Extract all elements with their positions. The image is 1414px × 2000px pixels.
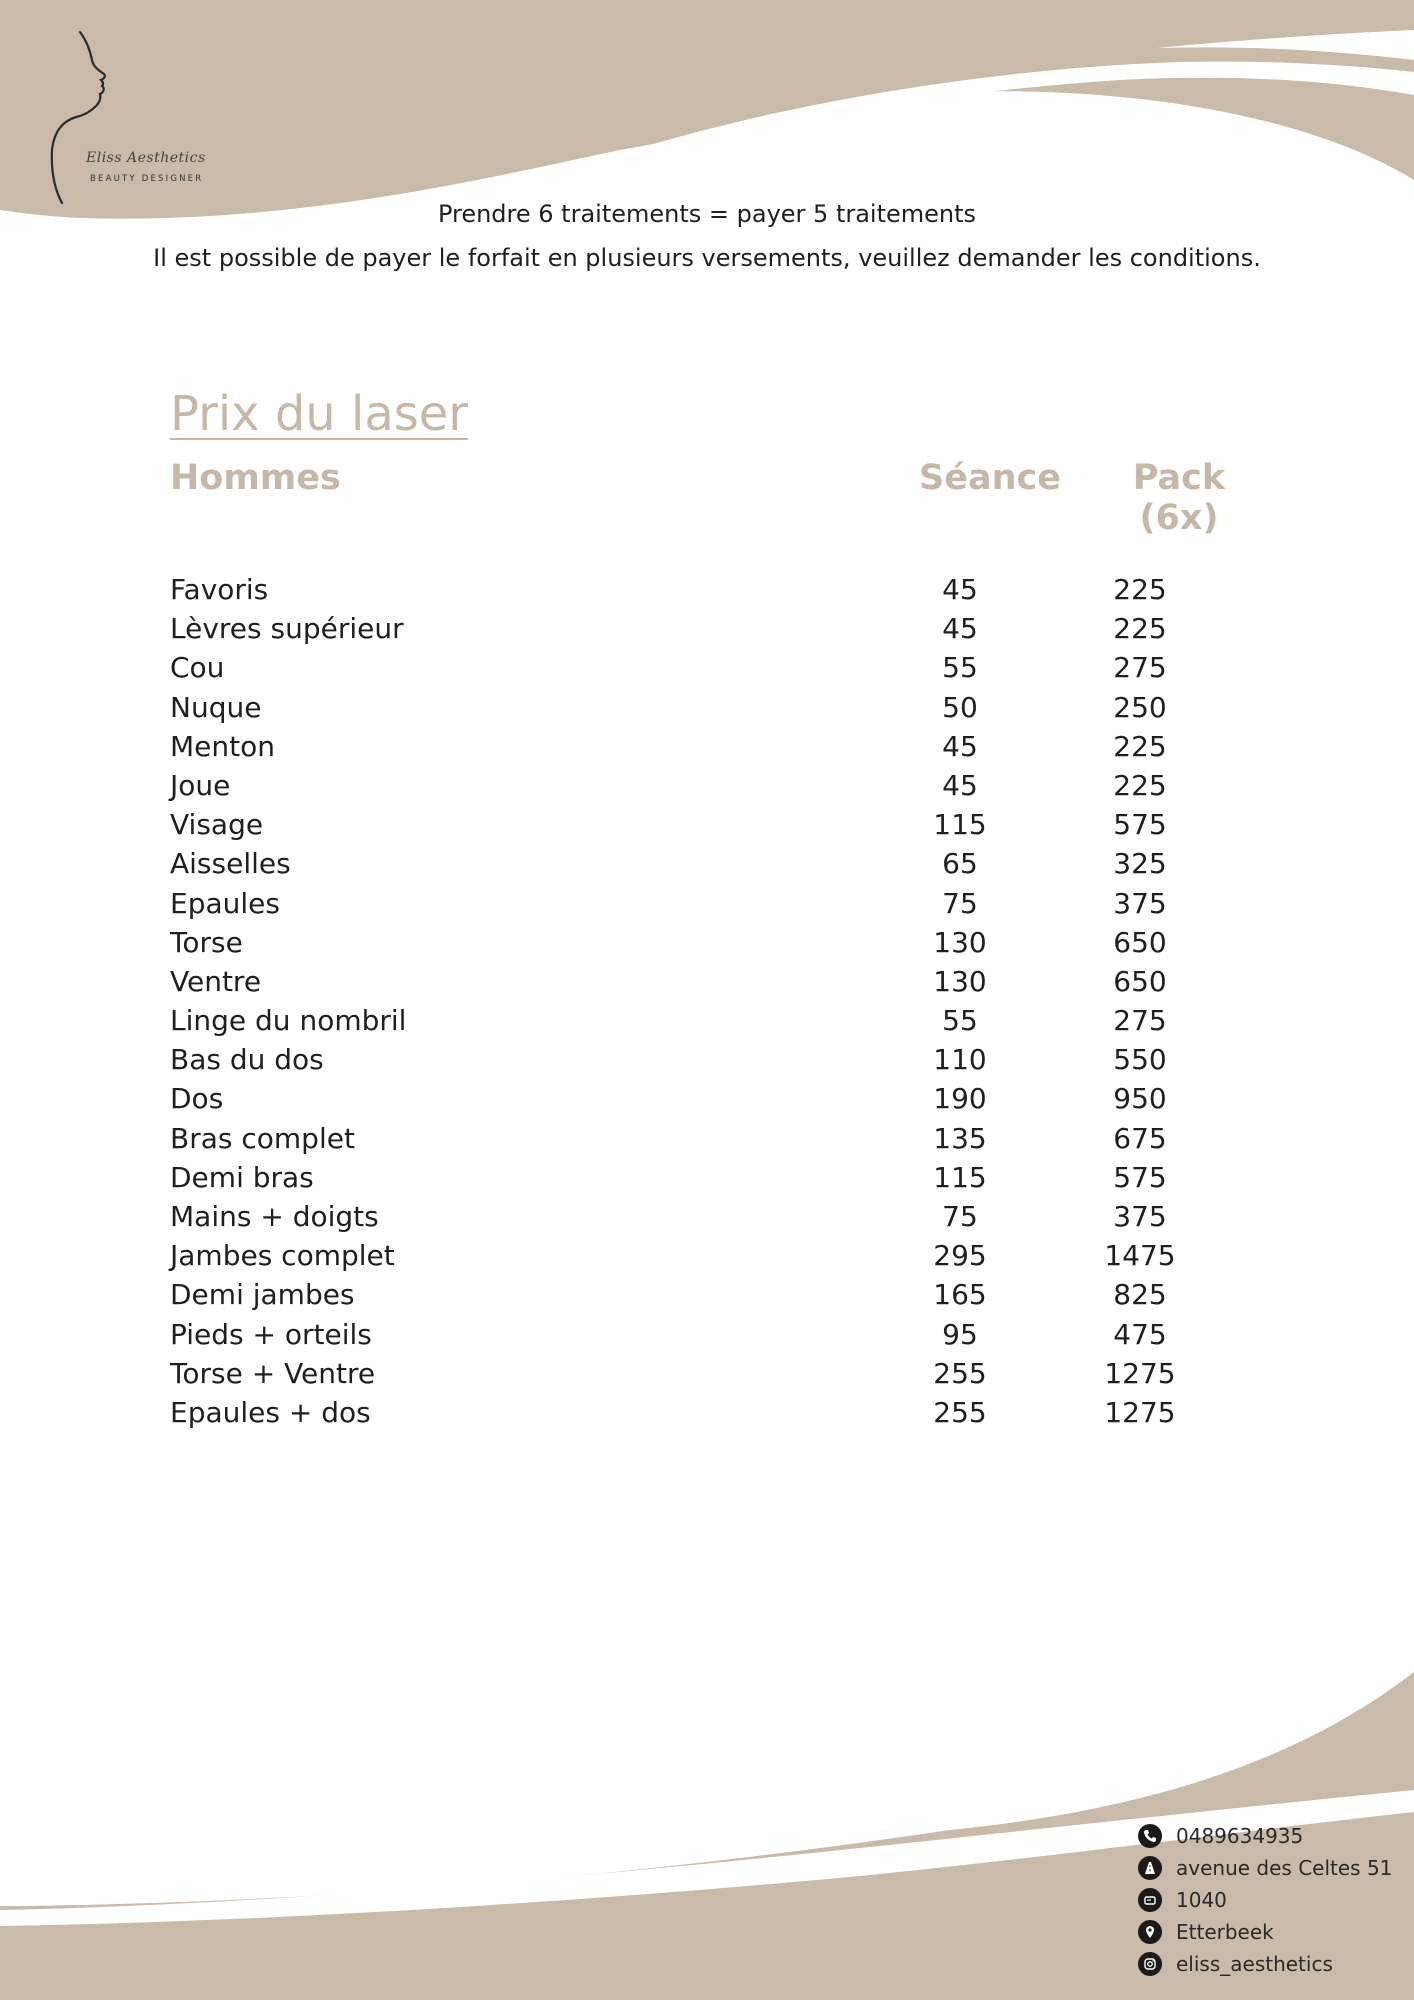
contact-city bbox=[1138, 1916, 1392, 1948]
session-price: 130 bbox=[933, 964, 987, 998]
zone-name: Ventre bbox=[170, 964, 262, 998]
price-list bbox=[170, 570, 1280, 1432]
zone-name: Linge du nombril bbox=[170, 1004, 407, 1038]
zone-name: Mains + doigts bbox=[170, 1200, 379, 1233]
pack-price: 225 bbox=[1113, 768, 1167, 802]
price-row bbox=[170, 727, 1280, 766]
price-row bbox=[170, 1001, 1280, 1040]
pack-price: 225 bbox=[1113, 612, 1167, 646]
pack-price: 475 bbox=[1113, 1317, 1167, 1351]
pack-price: 575 bbox=[1113, 808, 1167, 842]
pack-price: 375 bbox=[1113, 1200, 1167, 1233]
session-price: 65 bbox=[942, 847, 978, 881]
pack-price: 650 bbox=[1113, 925, 1167, 959]
session-price: 75 bbox=[942, 1200, 978, 1233]
location-pin-icon bbox=[1138, 1920, 1162, 1944]
offer-line: Prendre 6 traitements = payer 5 traitements bbox=[437, 200, 977, 228]
price-row bbox=[170, 1236, 1280, 1275]
contact-text: Etterbeek bbox=[1176, 1920, 1274, 1944]
pack-price: 275 bbox=[1113, 651, 1167, 685]
pack-price: 650 bbox=[1113, 964, 1167, 998]
contact-text: 1040 bbox=[1176, 1888, 1227, 1912]
zone-name: Demi jambes bbox=[170, 1278, 355, 1312]
zone-name: Nuque bbox=[170, 690, 262, 724]
postbox-icon bbox=[1138, 1888, 1162, 1912]
session-price: 115 bbox=[933, 1160, 987, 1194]
contact-address bbox=[1138, 1852, 1392, 1884]
column-header-session: Séance bbox=[919, 458, 1061, 498]
session-price: 115 bbox=[933, 808, 987, 842]
pack-price: 275 bbox=[1113, 1004, 1167, 1038]
pack-price: 550 bbox=[1113, 1043, 1167, 1077]
pack-price: 1475 bbox=[1104, 1239, 1176, 1273]
price-row bbox=[170, 1354, 1280, 1393]
price-row bbox=[170, 1275, 1280, 1314]
contact-phone bbox=[1138, 1820, 1392, 1852]
zone-name: Cou bbox=[170, 651, 225, 685]
zone-name: Jambes complet bbox=[170, 1239, 395, 1273]
session-price: 45 bbox=[942, 573, 978, 606]
zone-name: Pieds + orteils bbox=[170, 1317, 372, 1351]
zone-name: Torse bbox=[170, 925, 243, 959]
price-row bbox=[170, 570, 1280, 609]
session-price: 295 bbox=[933, 1239, 987, 1273]
contact-text: eliss_aesthetics bbox=[1176, 1952, 1333, 1976]
zone-name: Joue bbox=[170, 768, 231, 802]
zone-name: Epaules + dos bbox=[170, 1395, 371, 1429]
pack-price: 225 bbox=[1113, 573, 1167, 606]
zone-name: Lèvres supérieur bbox=[170, 612, 404, 646]
pack-price: 325 bbox=[1113, 847, 1167, 881]
pack-price: 950 bbox=[1113, 1082, 1167, 1116]
price-row bbox=[170, 648, 1280, 687]
price-row bbox=[170, 962, 1280, 1001]
session-price: 135 bbox=[933, 1121, 987, 1155]
brand-name: Eliss Aesthetics bbox=[86, 150, 206, 166]
price-row bbox=[170, 688, 1280, 727]
pack-price: 250 bbox=[1113, 690, 1167, 724]
session-price: 45 bbox=[942, 729, 978, 763]
brand-tagline: BEAUTY DESIGNER bbox=[90, 174, 204, 184]
pack-price: 575 bbox=[1113, 1160, 1167, 1194]
zone-name: Demi bras bbox=[170, 1160, 314, 1194]
price-row bbox=[170, 844, 1280, 883]
session-price: 165 bbox=[933, 1278, 987, 1312]
contact-text: 0489634935 bbox=[1176, 1824, 1304, 1848]
zone-name: Menton bbox=[170, 729, 275, 763]
session-price: 190 bbox=[933, 1082, 987, 1116]
zone-name: Dos bbox=[170, 1082, 224, 1116]
zone-name: Bras complet bbox=[170, 1121, 355, 1155]
pack-price: 375 bbox=[1113, 886, 1167, 920]
price-row bbox=[170, 1158, 1280, 1197]
price-row bbox=[170, 923, 1280, 962]
session-price: 45 bbox=[942, 768, 978, 802]
contact-instagram bbox=[1138, 1948, 1392, 1980]
pack-price: 675 bbox=[1113, 1121, 1167, 1155]
session-price: 50 bbox=[942, 690, 978, 724]
contact-text: avenue des Celtes 51 bbox=[1176, 1856, 1393, 1880]
contact-postcode bbox=[1138, 1884, 1392, 1916]
session-price: 75 bbox=[942, 886, 978, 920]
instagram-icon bbox=[1138, 1952, 1162, 1976]
pack-price: 825 bbox=[1113, 1278, 1167, 1312]
zone-name: Bas du dos bbox=[170, 1043, 324, 1077]
price-row bbox=[170, 1393, 1280, 1432]
pack-price: 1275 bbox=[1104, 1356, 1176, 1390]
price-row bbox=[170, 1197, 1280, 1236]
contact-info bbox=[1138, 1820, 1392, 1980]
price-row bbox=[170, 1119, 1280, 1158]
price-row bbox=[170, 1315, 1280, 1354]
payment-note: Il est possible de payer le forfait en plusieurs versements, veuillez demander les conditions. bbox=[153, 244, 1261, 272]
price-row bbox=[170, 609, 1280, 648]
price-row bbox=[170, 884, 1280, 923]
session-price: 255 bbox=[933, 1356, 987, 1390]
zone-name: Torse + Ventre bbox=[170, 1356, 376, 1390]
zone-name: Favoris bbox=[170, 573, 269, 606]
session-price: 110 bbox=[933, 1043, 987, 1077]
session-price: 55 bbox=[942, 651, 978, 685]
zone-name: Visage bbox=[170, 808, 264, 842]
zone-name: Epaules bbox=[170, 886, 280, 920]
price-row bbox=[170, 805, 1280, 844]
price-row bbox=[170, 1040, 1280, 1079]
session-price: 45 bbox=[942, 612, 978, 646]
session-price: 130 bbox=[933, 925, 987, 959]
session-price: 95 bbox=[942, 1317, 978, 1351]
session-price: 55 bbox=[942, 1004, 978, 1038]
session-price: 255 bbox=[933, 1395, 987, 1429]
pack-price: 1275 bbox=[1104, 1395, 1176, 1429]
phone-icon bbox=[1138, 1824, 1162, 1848]
section-title: Prix du laser bbox=[170, 386, 469, 442]
road-icon bbox=[1138, 1856, 1162, 1880]
column-header-pack: Pack (6x) bbox=[1132, 458, 1226, 538]
price-row bbox=[170, 766, 1280, 805]
price-row bbox=[170, 1079, 1280, 1118]
zone-name: Aisselles bbox=[170, 847, 291, 881]
category-heading: Hommes bbox=[170, 458, 341, 498]
pack-price: 225 bbox=[1113, 729, 1167, 763]
